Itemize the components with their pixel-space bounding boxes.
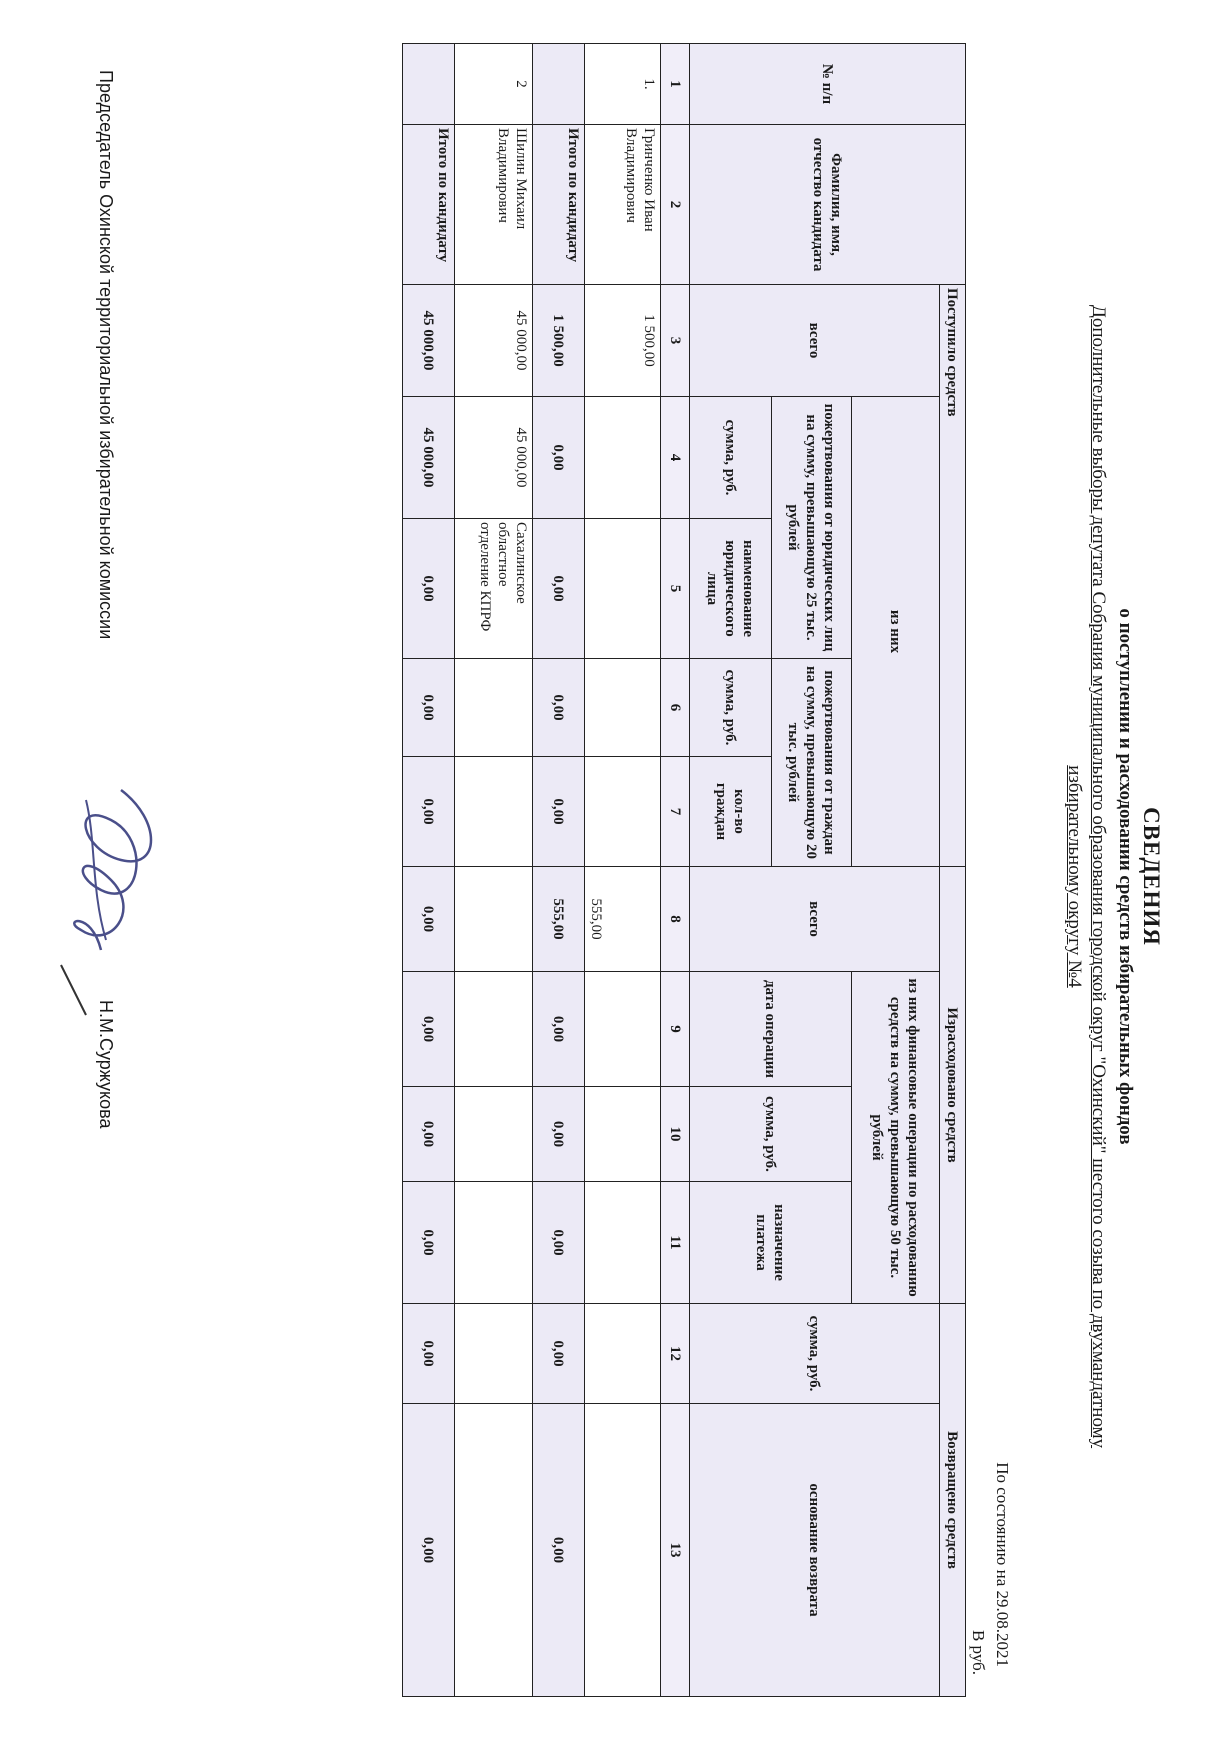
election-line-2: избирательному округу №4 (1064, 765, 1085, 988)
row-num-empty (403, 44, 455, 125)
col-number: 6 (661, 659, 690, 757)
total-value: 0,00 (533, 1182, 585, 1304)
cell-received-total: 1 500,00 (585, 285, 661, 397)
total-value: 0,00 (533, 1087, 585, 1182)
col-number: 2 (661, 125, 690, 285)
row-num: 1. (585, 44, 661, 125)
cell-ret-sum (455, 1304, 533, 1404)
row-num: 2 (455, 44, 533, 125)
signer-name: Н.М.Суржукова (96, 1000, 116, 1129)
cell-citizen-sum (585, 659, 661, 757)
total-value: 0,00 (403, 1304, 455, 1404)
doc-subtitle: о поступлении и расходовании средств избирательных фондов (1115, 608, 1136, 1145)
cell-op-date (585, 972, 661, 1087)
doc-title: СВЕДЕНИЯ (1139, 807, 1164, 946)
chairman-position: Председатель Охинской территориальной избирательной комиссии (96, 70, 116, 640)
total-value: 0,00 (403, 1404, 455, 1697)
col-number: 4 (661, 397, 690, 519)
header-op-sum: сумма, руб. (690, 1087, 852, 1182)
candidate-name: Шилин Михаил Владимирович (455, 125, 533, 285)
col-number: 10 (661, 1087, 690, 1182)
total-value: 0,00 (533, 397, 585, 519)
header-legal-donations: пожертвования от юридических лиц на сумму, превышающую 25 тыс. рублей (772, 397, 852, 659)
cell-op-sum (455, 1087, 533, 1182)
header-spent-total: всего (690, 867, 940, 972)
title-block (1062, 0, 1164, 1753)
total-value: 555,00 (533, 867, 585, 972)
header-legal-name: наименование юридического лица (690, 519, 772, 659)
cell-ret-basis (455, 1404, 533, 1697)
cell-legal-name: Сахалинское областное отделение КПРФ (455, 519, 533, 659)
col-number: 3 (661, 285, 690, 397)
total-value: 0,00 (533, 972, 585, 1087)
total-value: 1 500,00 (533, 285, 585, 397)
cell-citizen-count (585, 757, 661, 867)
header-returned: Возвращено средств (940, 1304, 966, 1697)
total-label: Итого по кандидату (403, 125, 455, 285)
total-value: 0,00 (403, 659, 455, 757)
total-value: 0,00 (533, 757, 585, 867)
total-value: 0,00 (533, 519, 585, 659)
header-ret-basis: основание возврата (690, 1404, 940, 1697)
election-line-1: Дополнительные выборы депутата Собрания муниципального образования городской округ "Охинский" шестого созыва по двухмандатному (1088, 304, 1109, 1449)
header-spent: Израсходовано средств (940, 867, 966, 1304)
col-number: 12 (661, 1304, 690, 1404)
cell-op-sum (585, 1087, 661, 1182)
header-op-date: дата операции (690, 972, 852, 1087)
total-value: 45 000,00 (403, 285, 455, 397)
currency-unit: В руб. (969, 1629, 988, 1675)
header-num: № п/п (690, 44, 966, 125)
cell-spent-total: 555,00 (585, 867, 661, 972)
funds-table (402, 43, 966, 1697)
total-value: 0,00 (403, 867, 455, 972)
total-value: 0,00 (533, 1404, 585, 1697)
cell-citizen-count (455, 757, 533, 867)
cell-op-purpose (585, 1182, 661, 1304)
total-value: 0,00 (403, 1182, 455, 1304)
header-citizen-sum: сумма, руб. (690, 659, 772, 757)
col-number: 13 (661, 1404, 690, 1697)
cell-spent-total (455, 867, 533, 972)
as-of-date: По состоянию на 29.08.2021 (993, 1462, 1012, 1667)
cell-ret-sum (585, 1304, 661, 1404)
total-value: 45 000,00 (403, 397, 455, 519)
header-received: Поступило средств (940, 285, 966, 867)
cell-legal-sum (585, 397, 661, 519)
cell-received-total: 45 000,00 (455, 285, 533, 397)
cell-legal-sum: 45 000,00 (455, 397, 533, 519)
total-value: 0,00 (403, 519, 455, 659)
header-op-purpose: назначение платежа (690, 1182, 852, 1304)
table-row (585, 44, 661, 1697)
total-row (533, 44, 585, 1697)
col-number: 8 (661, 867, 690, 972)
row-num-empty (533, 44, 585, 125)
total-value: 0,00 (403, 1087, 455, 1182)
col-number: 1 (661, 44, 690, 125)
col-number: 7 (661, 757, 690, 867)
total-value: 0,00 (533, 1304, 585, 1404)
col-number: 11 (661, 1182, 690, 1304)
cell-citizen-sum (455, 659, 533, 757)
cell-op-date (455, 972, 533, 1087)
total-value: 0,00 (403, 972, 455, 1087)
total-value: 0,00 (403, 757, 455, 867)
header-of-them: из них (852, 397, 940, 867)
handwritten-signature (31, 760, 181, 1020)
column-numbers-row (661, 44, 690, 1697)
total-value: 0,00 (533, 659, 585, 757)
candidate-name: Гринченко Иван Владимирович (585, 125, 661, 285)
header-ret-sum: сумма, руб. (690, 1304, 940, 1404)
table-row (455, 44, 533, 1697)
header-citizen-donations: пожертвования от граждан на сумму, превышающую 20 тыс. рублей (772, 659, 852, 867)
header-received-total: всего (690, 285, 940, 397)
col-number: 5 (661, 519, 690, 659)
header-citizen-count: кол-во граждан (690, 757, 772, 867)
cell-op-purpose (455, 1182, 533, 1304)
header-ops: из них финансовые операции по расходованию средств на сумму, превышающую 50 тыс. рублей (852, 972, 940, 1304)
total-label: Итого по кандидату (533, 125, 585, 285)
header-legal-sum: сумма, руб. (690, 397, 772, 519)
col-number: 9 (661, 972, 690, 1087)
header-name: Фамилия, имя, отчество кандидата (690, 125, 966, 285)
total-row (403, 44, 455, 1697)
cell-legal-name (585, 519, 661, 659)
cell-ret-basis (585, 1404, 661, 1697)
